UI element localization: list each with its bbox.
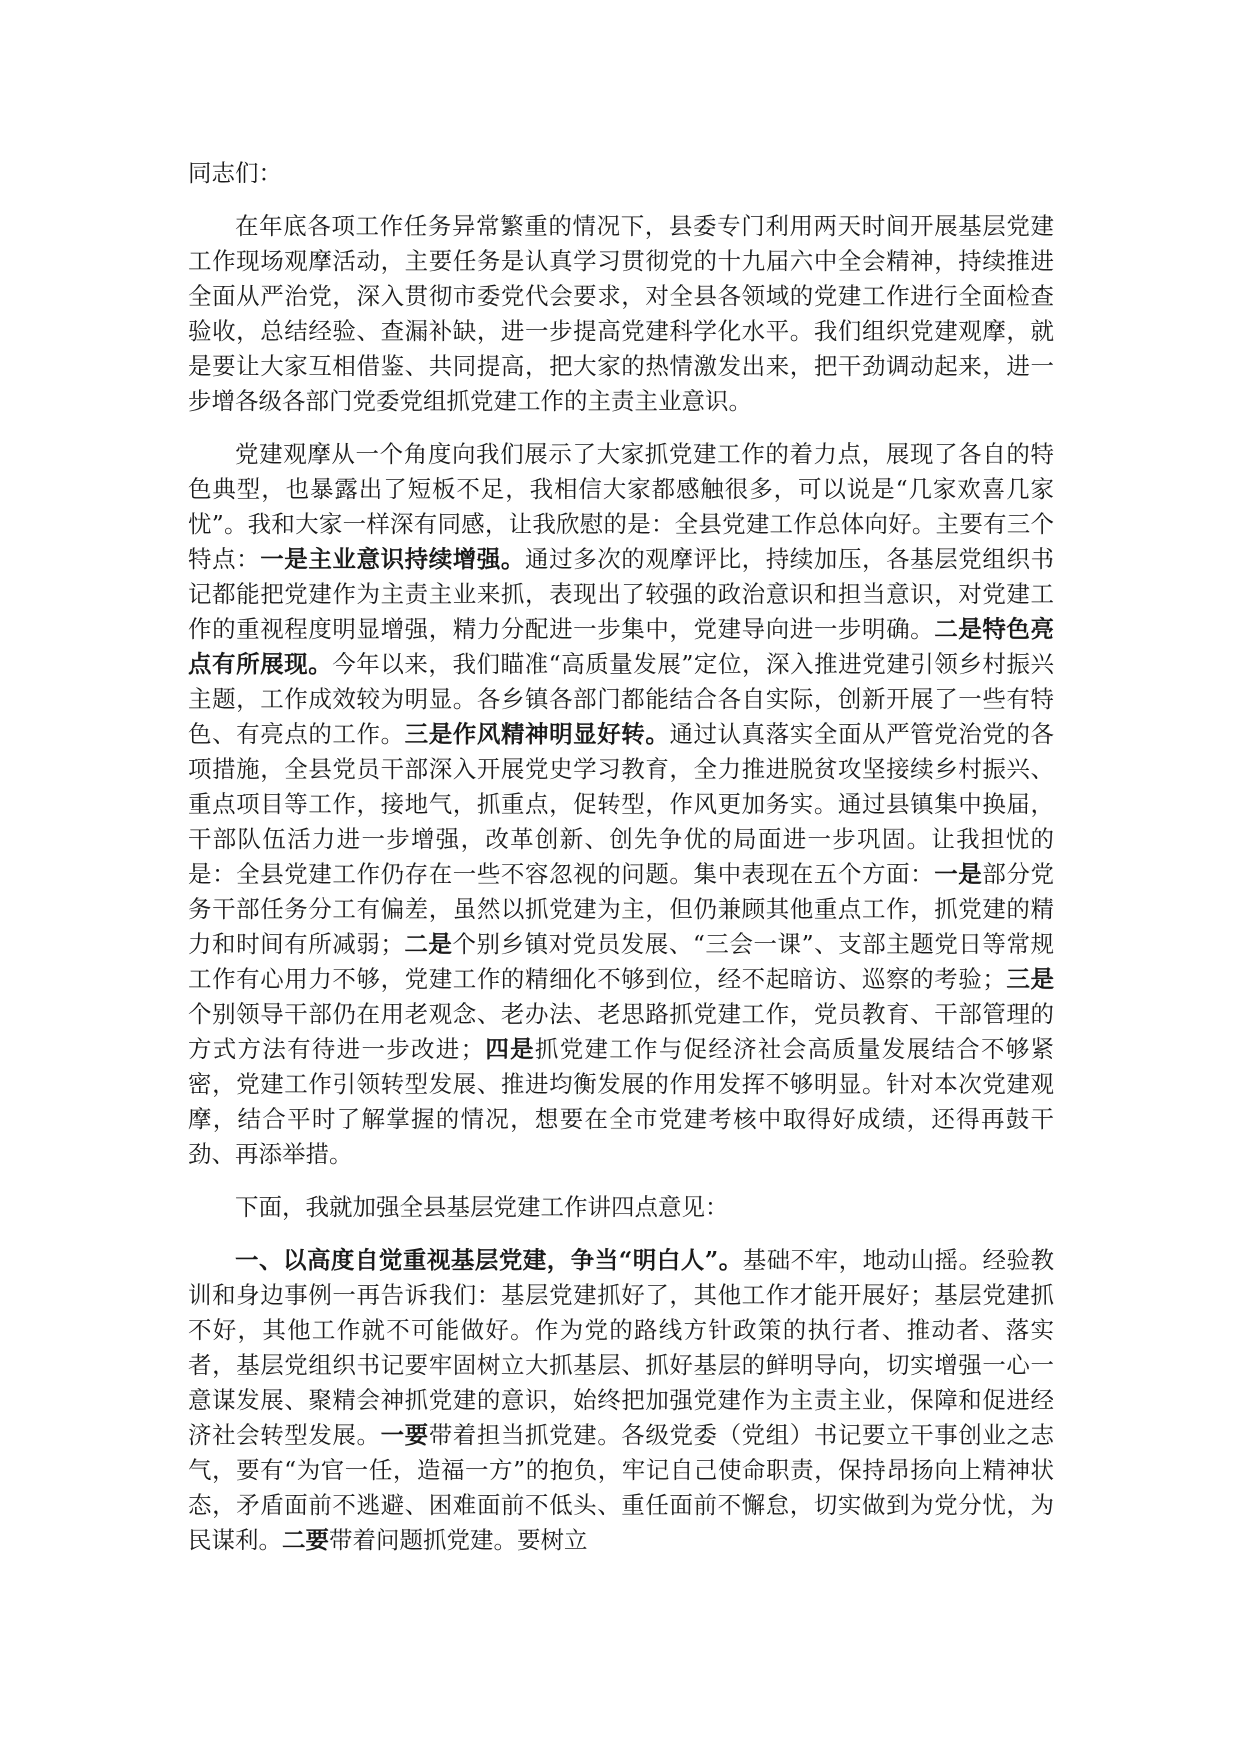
bold-heading-text: 二要 xyxy=(282,1526,329,1554)
body-text: 在年底各项工作任务异常繁重的情况下，县委专门利用两天时间开展基层党建工作现场观摩活动，主要任务是认真学习贯彻党的十九届六中全会精神，持续推进全面从严治党，深入贯彻市委党代会要求，对全县各领域的党建工作进行全面检查验收，总结经验、查漏补缺，进一步提高党建科学化水平。我们组织党建观摩，就是要让大家互相借鉴、共同提高，把大家的热情激发出来，把干劲调动起来，进一步增各级各部门党委党组抓党建工作的主责主业意识。 xyxy=(188,212,1054,415)
body-text: 基础不牢，地动山摇。经验教训和身边事例一再告诉我们：基层党建抓好了，其他工作才能开展好；基层党建抓不好，其他工作就不可能做好。作为党的路线方针政策的执行者、推动者、落实者，基层党组织书记要牢固树立大抓基层、抓好基层的鲜明导向，切实增强一心一意谋发展、聚精会神抓党建的意识，始终把加强党建作为主责主业，保障和促进经济社会转型发展。 xyxy=(188,1246,1054,1449)
body-text: 带着问题抓党建。要树立 xyxy=(329,1526,588,1554)
bold-heading-text: 三是 xyxy=(1005,965,1055,993)
bold-heading-text: 三是作风精神明显好转。 xyxy=(404,720,670,748)
bold-heading-text: 一要 xyxy=(380,1421,429,1449)
greeting: 同志们： xyxy=(188,159,282,187)
bold-heading-text: 二是 xyxy=(403,930,453,958)
body-text: 通过多次的观摩评比，持续加压，各基层党组织书记都能把党建作为主责主业来抓，表现出了较强的政治意识和担当意识，对党建工作的重视程度明显增强，精力分配进一步集中，党建导向进一步明确。 xyxy=(188,545,1055,643)
body-text: 党建观摩从一个角度向我们展示了大家抓党建工作的着力点，展现了各自的特色典型，也暴露出了短板不足，我相信大家都感触很多，可以说是“几家欢喜几家忧”。我和大家一样深有同感，让我欣慰的是：全县党建工作总体向好。主要有三个特点： xyxy=(188,440,1054,573)
body-text: 抓党建工作与促经济社会高质量发展结合不够紧密，党建工作引领转型发展、推进均衡发展的作用发挥不够明显。针对本次党建观摩，结合平时了解掌握的情况，想要在全市党建考核中取得好成绩，还得再鼓干劲、再添举措。 xyxy=(188,1035,1055,1168)
body-text: 个别领导干部仍在用老观念、老办法、老思路抓党建工作，党员教育、干部管理的方式方法有待进一步改进； xyxy=(188,1000,1054,1063)
body-text: 通过认真落实全面从严管党治党的各项措施，全县党员干部深入开展党史学习教育，全力推进脱贫攻坚接续乡村振兴、重点项目等工作，接地气，抓重点，促转型，作风更加务实。通过县镇集中换届，干部队伍活力进一步增强，改革创新、创先争优的局面进一步巩固。让我担忧的是：全县党建工作仍存在一些不容忽视的问题。集中表现在五个方面： xyxy=(188,720,1055,888)
paragraph xyxy=(188,209,1054,419)
body-text: 下面，我就加强全县基层党建工作讲四点意见： xyxy=(235,1193,729,1221)
bold-heading-text: 一是 xyxy=(934,860,983,888)
body-text: 部分党务干部任务分工有偏差，虽然以抓党建为主，但仍兼顾其他重点工作，抓党建的精力和时间有所减弱； xyxy=(188,860,1055,958)
paragraph xyxy=(188,1190,1054,1225)
bold-heading-text: 一是主业意识持续增强。 xyxy=(260,545,526,573)
document-page xyxy=(188,156,1054,1576)
bold-heading-text: 二是特色亮点有所展现。 xyxy=(188,615,1055,678)
bold-heading-text: 四是 xyxy=(484,1035,535,1063)
body-text: 带着担当抓党建。各级党委（党组）书记要立干事创业之志气，要有“为官一任，造福一方”的抱负，牢记自己使命职责，保持昂扬向上精神状态，矛盾面前不逃避、困难面前不低头、重任面前不懈怠，切实做到为党分忧，为民谋利。 xyxy=(188,1421,1055,1554)
body-text: 个别乡镇对党员发展、“三会一课”、支部主题党日等常规工作有心用力不够，党建工作的精细化不够到位，经不起暗访、巡察的考验； xyxy=(188,930,1055,993)
body-text: 今年以来，我们瞄准“高质量发展”定位，深入推进党建引领乡村振兴主题，工作成效较为明显。各乡镇各部门都能结合各自实际，创新开展了一些有特色、有亮点的工作。 xyxy=(188,650,1055,748)
bold-heading-text: 一、以高度自觉重视基层党建，争当“明白人”。 xyxy=(235,1246,743,1274)
paragraph xyxy=(188,437,1054,1172)
document-body xyxy=(188,209,1054,1558)
paragraph xyxy=(188,1243,1054,1558)
